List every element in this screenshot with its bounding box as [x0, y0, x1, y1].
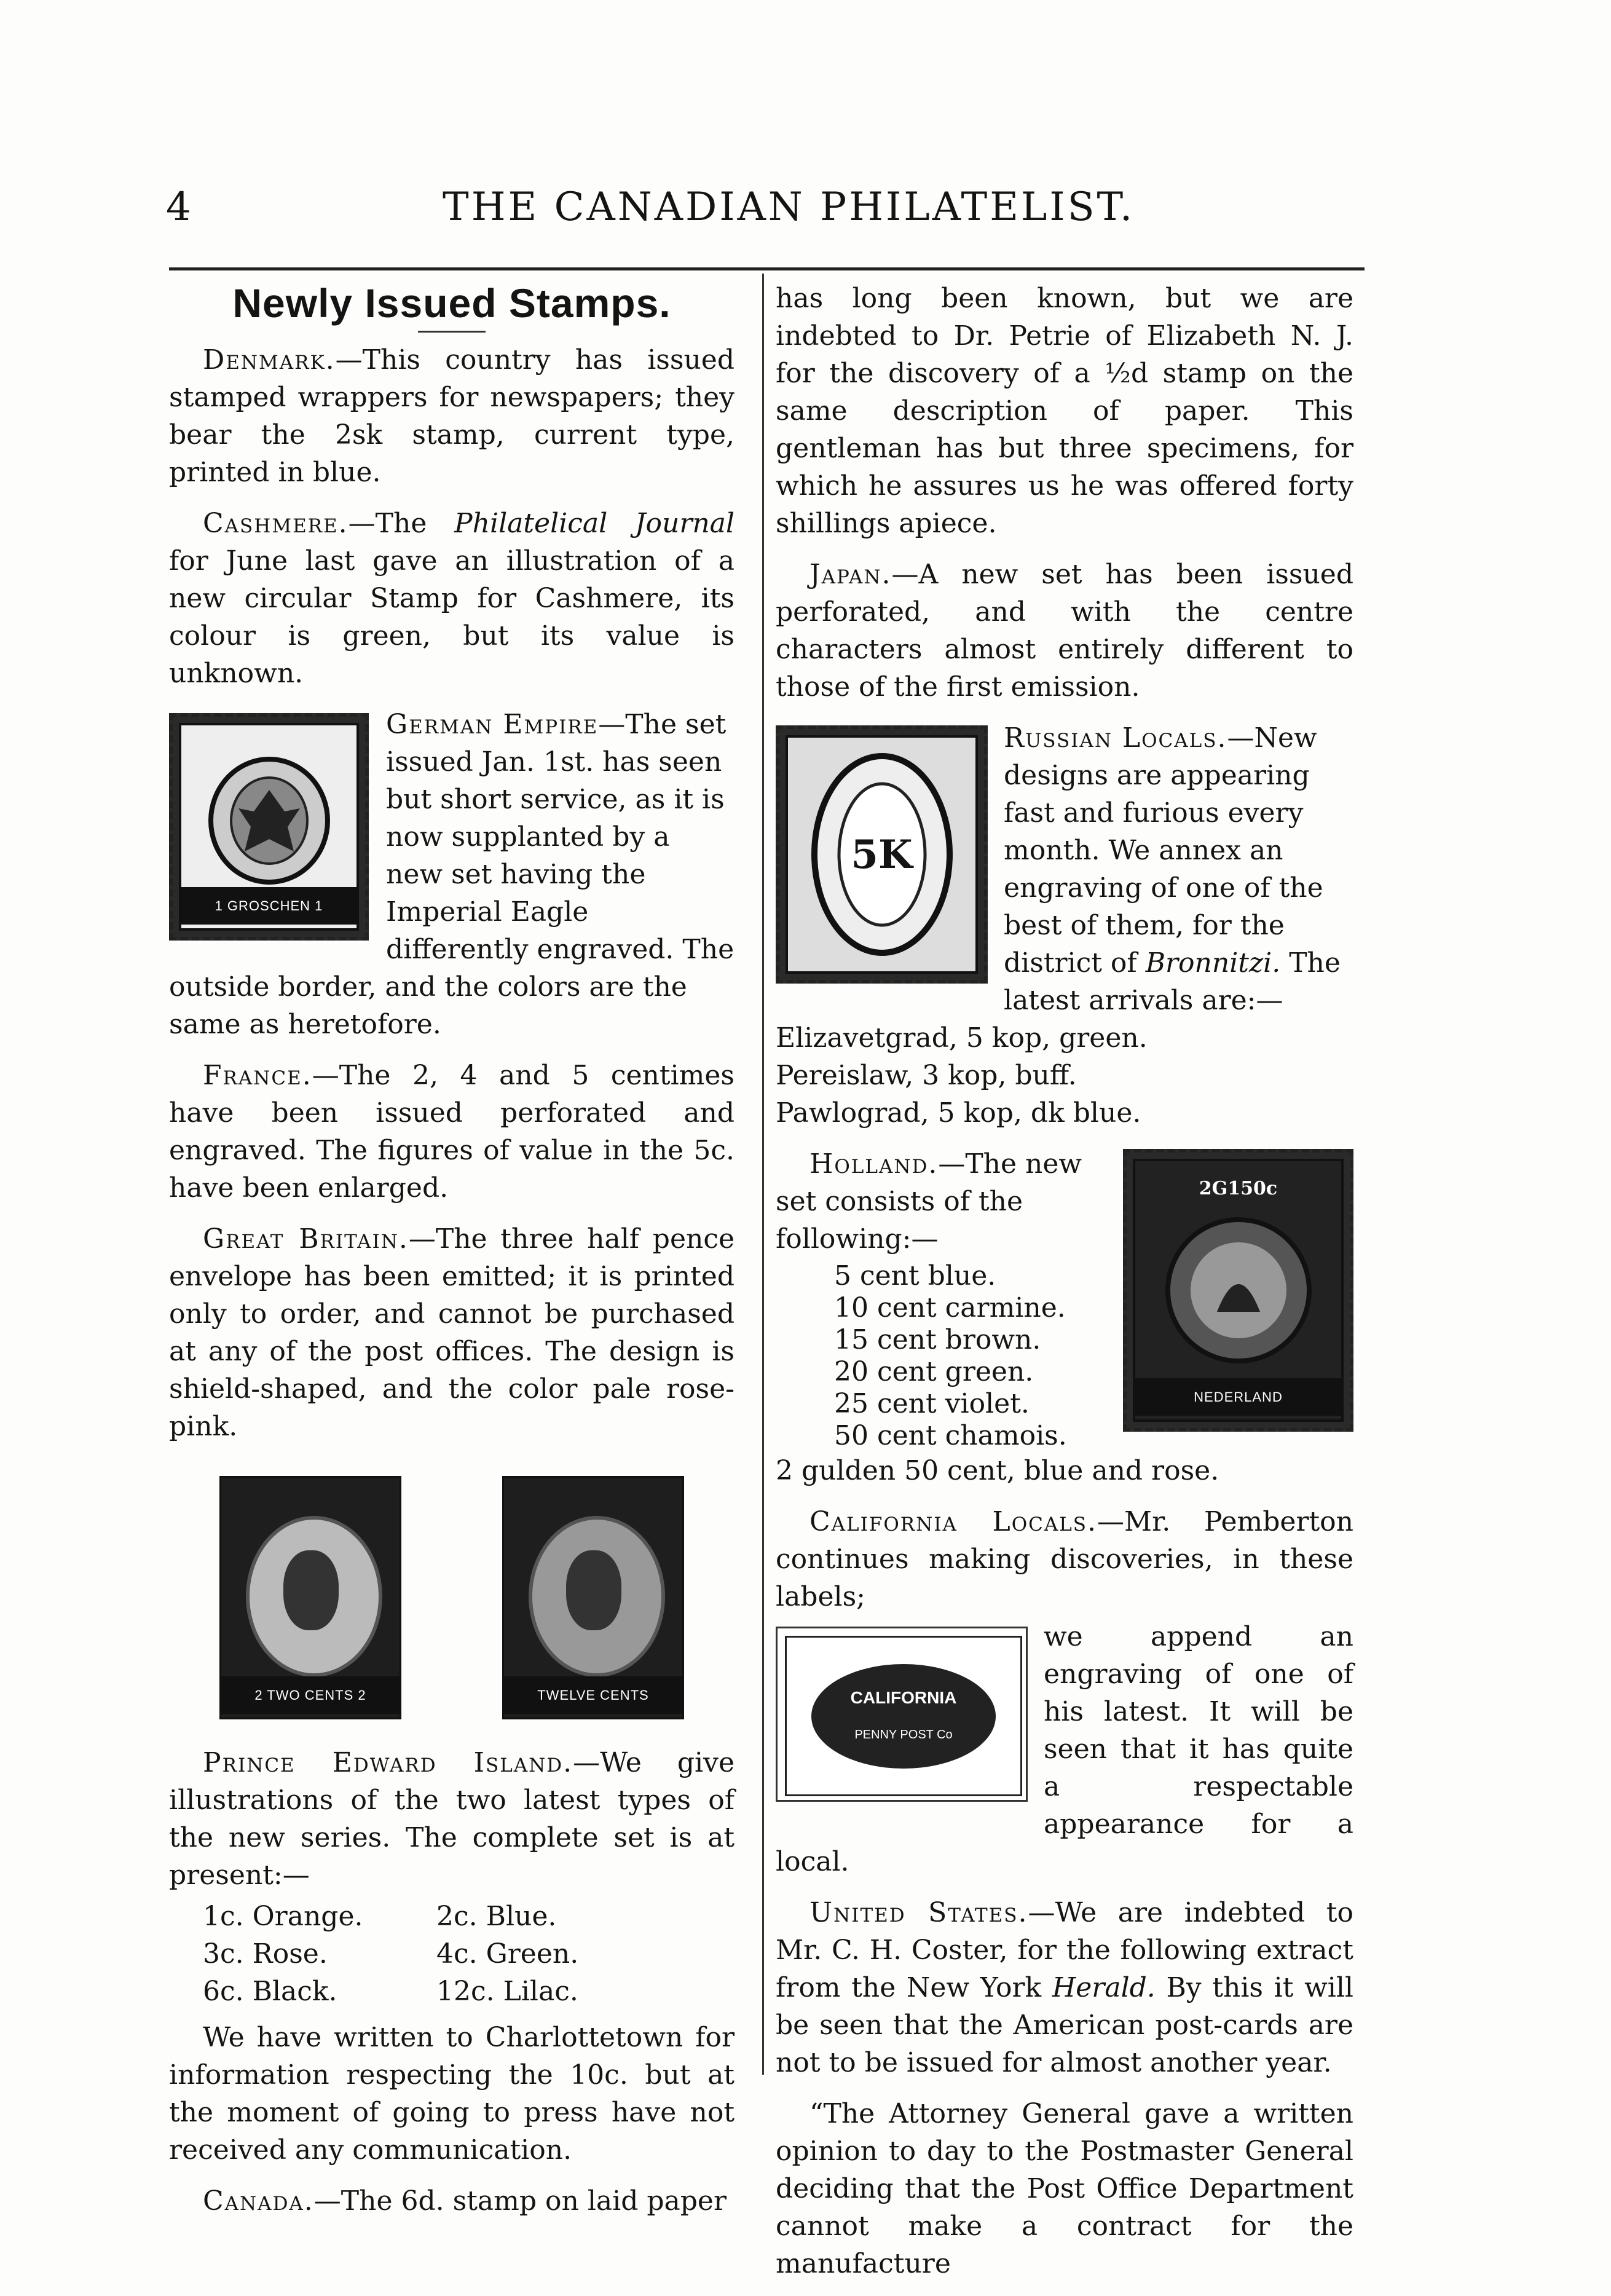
label-holland: Holland.	[809, 1148, 939, 1180]
page-number: 4	[166, 184, 191, 230]
newspaper-name: Herald.	[1052, 1972, 1156, 2003]
paragraph-attorney-quote: “The Attorney General gave a written opinion to day to the Postmaster General deciding that the Post Office Department cannot make a contract for the manufacture	[776, 2098, 1353, 2279]
text-canada: —The 6d. stamp on laid paper	[313, 2185, 727, 2217]
price-item: 1c. Orange.	[203, 1901, 363, 1932]
text-cashmere-b: for June last gave an illustration of a new circular Stamp for Cashmere, its colour is green, but its value is unknown.	[169, 545, 735, 689]
text-german-empire: —The set issued Jan. 1st. has seen but short service, as it is now supplanted by a new set having the Imperial Eagle differently engraved. The outside border, and the colors are the same as heretofore.	[169, 709, 735, 1040]
right-column	[776, 280, 1353, 2296]
price-item: 6c. Black.	[203, 1976, 337, 2007]
paragraph-united-states	[776, 1894, 1353, 2081]
california-oval	[811, 1664, 996, 1769]
german-stamp-inner	[179, 723, 359, 931]
holland-stamp-inner	[1133, 1159, 1344, 1422]
crowned-shield-icon	[1162, 1213, 1315, 1367]
title-rule	[418, 331, 486, 333]
text-us-a: —We are indebted to Mr. C. H. Coster, for the following extract from the New York	[776, 1897, 1353, 2003]
label-denmark: Denmark.	[203, 344, 336, 376]
running-title: THE CANADIAN PHILATELIST.	[443, 184, 1135, 230]
holland-item: 50 cent chamois.	[834, 1420, 1067, 1451]
california-stamp-frame	[785, 1636, 1022, 1796]
left-column	[169, 280, 735, 2233]
label-california: California Locals.	[809, 1506, 1098, 1537]
arrival-item: Pawlograd, 5 kop, dk blue.	[776, 1097, 1141, 1129]
price-item: 12c. Lilac.	[436, 1976, 578, 2007]
holland-last-item: 2 gulden 50 cent, blue and rose.	[776, 1455, 1219, 1486]
german-empire-stamp-image	[169, 713, 369, 941]
pei-price-list	[203, 1898, 670, 2010]
text-russian-b: The latest arrivals are:—	[1004, 947, 1341, 1016]
california-local-stamp-image	[776, 1627, 1028, 1802]
paragraph-great-britain	[169, 1220, 735, 1445]
paragraph-pei	[169, 1744, 735, 1894]
eagle-seal-icon	[202, 753, 337, 901]
paragraph-japan	[776, 556, 1353, 706]
pei-right-caption: TWELVE CENTS	[504, 1676, 682, 1714]
holland-item: 15 cent brown.	[834, 1324, 1041, 1355]
pei-two-cents-stamp-image	[219, 1476, 401, 1719]
text-france: —The 2, 4 and 5 centimes have been issued perforated and engraved. The figures of value in the 5c. have been enlarged.	[169, 1060, 735, 1204]
label-pei: Prince Edward Island.	[203, 1747, 573, 1778]
text-us-b: By this it will be seen that the American post-cards are not to be issued for almost another year.	[776, 1972, 1353, 2078]
holland-stamp-value: 2G150c	[1199, 1178, 1278, 1199]
column-divider	[762, 274, 764, 2075]
russian-stamp-value: 5K	[851, 831, 913, 878]
pei-twelve-cents-stamp-image	[502, 1476, 684, 1719]
page-header	[166, 184, 1358, 258]
holland-item: 25 cent violet.	[834, 1388, 1030, 1419]
price-item: 4c. Green.	[436, 1938, 579, 1970]
section-title: Newly Issued Stamps.	[232, 280, 671, 326]
text-cashmere-a: —The	[348, 508, 455, 539]
holland-stamp-caption: NEDERLAND	[1135, 1378, 1341, 1416]
holland-item: 10 cent carmine.	[834, 1292, 1066, 1324]
label-japan: Japan.	[809, 559, 892, 590]
text-great-britain: —The three half pence envelope has been emitted; it is printed only to order, and cannot be purchased at any of the post offices. The design is shield-shaped, and the color pale rose-pink.	[169, 1223, 735, 1442]
text-holland: —The new set consists of the following:—	[776, 1148, 1082, 1255]
label-great-britain: Great Britain.	[203, 1223, 409, 1255]
arrival-item: Pereislaw, 3 kop, buff.	[776, 1060, 1077, 1091]
price-item: 3c. Rose.	[203, 1938, 328, 1970]
russian-stamp-inner	[786, 735, 978, 974]
russian-local-stamp-image	[776, 725, 988, 984]
holland-item: 20 cent green.	[834, 1356, 1034, 1387]
label-german-empire: German Empire	[386, 709, 599, 740]
label-russian-locals: Russian Locals.	[1004, 722, 1227, 754]
queen-portrait-icon	[529, 1516, 665, 1677]
journal-title: Philatelical Journal	[454, 508, 735, 539]
holland-item: 5 cent blue.	[834, 1260, 996, 1292]
paragraph-pei-followup: We have written to Charlottetown for information respecting the 10c. but at the moment of going to press have not received any communication.	[169, 2022, 735, 2166]
paragraph-canada-continued: has long been known, but we are indebted to Dr. Petrie of Elizabeth N. J. for the discovery of a ½d stamp on the same description of paper. This gentleman has but three specimens, for which he assures us he was offered forty shillings apiece.	[776, 283, 1353, 539]
label-cashmere: Cashmere.	[203, 508, 349, 539]
label-france: France.	[203, 1060, 312, 1091]
text-denmark: —This country has issued stamped wrappers for newspapers; they bear the 2sk stamp, current type, printed in blue.	[169, 344, 735, 488]
russian-arrivals-list	[776, 1019, 1353, 1132]
pei-left-caption: 2 TWO CENTS 2	[221, 1676, 400, 1714]
text-pei: —We give illustrations of the two latest types of the new series. The complete set is at present:—	[169, 1747, 735, 1891]
arrival-item: Elizavetgrad, 5 kop, green.	[776, 1022, 1148, 1054]
text-california-a: —Mr. Pemberton continues making discoveries, in these labels;	[776, 1506, 1353, 1612]
label-united-states: United States.	[809, 1897, 1028, 1928]
german-stamp-caption: 1 GROSCHEN 1	[181, 887, 356, 925]
text-russian-a: —New designs are appearing fast and furious every month. We annex an engraving of one of the best of them, for the district of	[1004, 722, 1323, 979]
queen-portrait-icon	[246, 1516, 382, 1677]
paragraph-denmark	[169, 341, 735, 491]
california-stamp-top: CALIFORNIA	[850, 1687, 957, 1707]
holland-stamp-image	[1123, 1149, 1353, 1432]
paragraph-france	[169, 1057, 735, 1207]
paragraph-canada	[169, 2182, 735, 2220]
text-japan: —A new set has been issued perforated, and with the centre characters almost entirely different to those of the first emission.	[776, 559, 1353, 703]
price-item: 2c. Blue.	[436, 1901, 557, 1932]
pei-stamp-illustrations	[169, 1476, 735, 1719]
paragraph-california-intro	[776, 1503, 1353, 1615]
california-stamp-bottom: PENNY POST Co	[854, 1727, 953, 1742]
paragraph-california: we append an engraving of one of his latest. It will be seen that it has quite a respectable appearance for a local.	[776, 1621, 1353, 1877]
paragraph-cashmere	[169, 505, 735, 692]
header-rule	[169, 267, 1365, 270]
district-name: Bronnitzi.	[1145, 947, 1281, 979]
label-canada: Canada.	[203, 2185, 314, 2217]
